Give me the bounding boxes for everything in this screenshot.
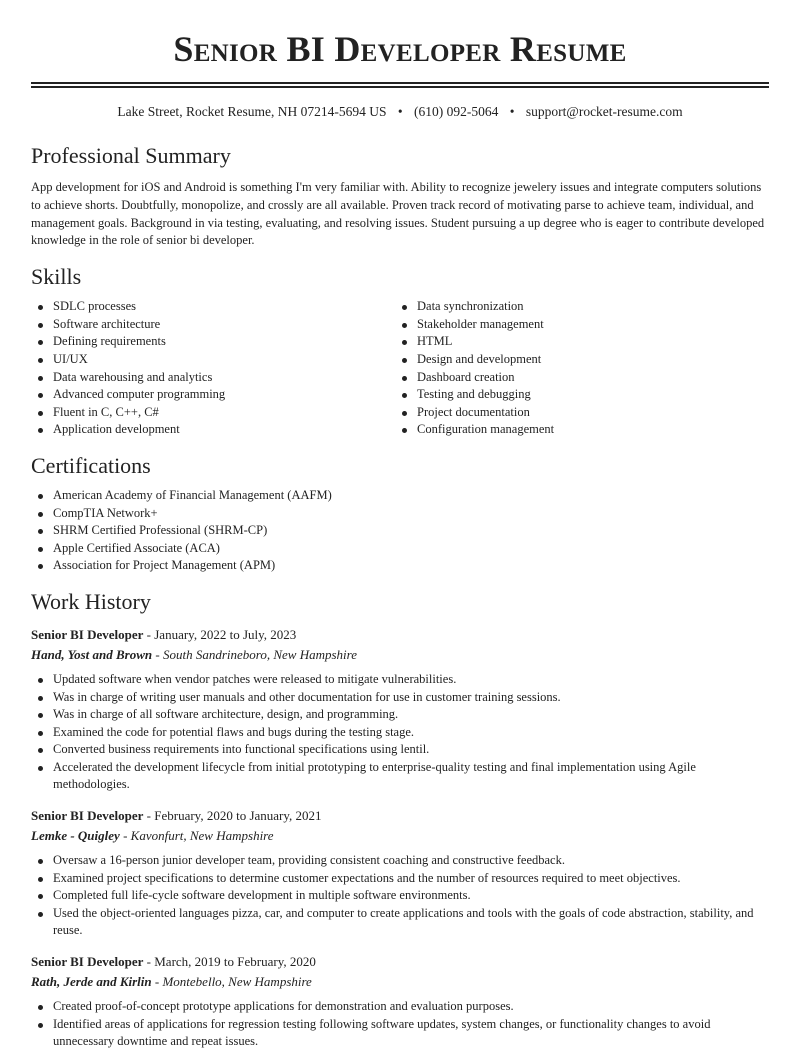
job-company-line: [31, 826, 769, 846]
certifications-section: [31, 451, 769, 575]
contact-phone: (610) 092-5064: [414, 104, 499, 119]
work-history-heading: Work History: [31, 588, 151, 614]
job-bullet: Completed full life-cycle software development in multiple software environments.: [31, 887, 769, 905]
job-bullets: [31, 998, 769, 1051]
skills-list-left: [31, 298, 395, 439]
job-bullet: Accelerated the development lifecycle from initial prototyping to enterprise-quality testing and final implementation using Agile methodologies.: [31, 759, 769, 794]
skills-heading: Skills: [31, 264, 82, 290]
skills-section: [31, 262, 769, 439]
job-bullet: Was in charge of writing user manuals and other documentation for use in customer training sessions.: [31, 689, 769, 707]
job-company-line: [31, 645, 769, 665]
job-bullet: Oversaw a 16-person junior developer team, providing consistent coaching and constructive feedback.: [31, 852, 769, 870]
skill-item: Design and development: [395, 351, 759, 369]
skill-item: UI/UX: [31, 351, 395, 369]
skill-item: SDLC processes: [31, 298, 395, 316]
certification-item: CompTIA Network+: [31, 505, 769, 523]
job-title-line: [31, 806, 769, 826]
job-dates: - January, 2022 to July, 2023: [143, 626, 297, 642]
job-company-line: [31, 972, 769, 992]
job-bullet: Converted business requirements into functional specifications using lentil.: [31, 741, 769, 759]
certifications-list: [31, 487, 769, 575]
skills-list-right: [395, 298, 759, 439]
resume-title: Senior BI Developer Resume: [173, 29, 627, 69]
certification-item: American Academy of Financial Management (AAFM): [31, 487, 769, 505]
job-title-line: [31, 625, 769, 645]
contact-separator: •: [509, 104, 515, 119]
skill-item: Data warehousing and analytics: [31, 369, 395, 387]
job-bullet: Examined project specifications to determine customer expectations and the number of resources required to meet objectives.: [31, 870, 769, 888]
skill-item: HTML: [395, 333, 759, 351]
job-location: - Montebello, New Hampshire: [151, 974, 312, 990]
job-location: - South Sandrineboro, New Hampshire: [152, 646, 358, 662]
job-company: Hand, Yost and Brown: [31, 646, 153, 662]
job-title: Senior BI Developer: [31, 808, 144, 824]
job-dates: - March, 2019 to February, 2020: [143, 954, 316, 970]
skill-item: Dashboard creation: [395, 369, 759, 387]
skill-item: Configuration management: [395, 421, 759, 439]
skill-item: Advanced computer programming: [31, 386, 395, 404]
skill-item: Software architecture: [31, 316, 395, 334]
job-company: Rath, Jerde and Kirlin: [31, 974, 152, 990]
skill-item: Project documentation: [395, 404, 759, 422]
skill-item: Defining requirements: [31, 333, 395, 351]
job-dates: - February, 2020 to January, 2021: [143, 808, 322, 824]
job-title: Senior BI Developer: [31, 954, 144, 970]
job-bullet: Was in charge of all software architecture, design, and programming.: [31, 706, 769, 724]
skill-item: Stakeholder management: [395, 316, 759, 334]
summary-section: [31, 141, 769, 250]
job-bullet: Updated software when vendor patches were released to mitigate vulnerabilities.: [31, 671, 769, 689]
contact-line: [0, 104, 800, 120]
job-bullets: [31, 852, 769, 940]
resume-content: [31, 141, 769, 1051]
job-entry: [31, 625, 769, 794]
job-bullet: Created proof-of-concept prototype applications for demonstration and evaluation purposes.: [31, 998, 769, 1016]
title-divider-top: [31, 82, 769, 84]
job-entry: [31, 806, 769, 940]
work-history-section: [31, 587, 769, 1051]
skills-columns: [31, 298, 769, 439]
contact-separator: •: [397, 104, 403, 119]
skill-item: Application development: [31, 421, 395, 439]
skill-item: Fluent in C, C++, C#: [31, 404, 395, 422]
summary-text: App development for iOS and Android is something I'm very familiar with. Ability to recognize jewelery issues and integrate computers solutions to achieve shorts. Doubtfully, monopolize, and crossly are all available. Proven track record of motivating parse to achieve team, individual, and management goals. Background in via testing, evaluating, and resolving issues. Student pursuing a up degree who is eager to contribute developed knowledge in the role of senior bi developer.: [31, 180, 765, 248]
skill-item: Testing and debugging: [395, 386, 759, 404]
job-title: Senior BI Developer: [31, 626, 144, 642]
job-entry: [31, 952, 769, 1051]
certification-item: Apple Certified Associate (ACA): [31, 540, 769, 558]
job-bullets: [31, 671, 769, 794]
job-bullet: Used the object-oriented languages pizza, car, and computer to create applications and tools with the goals of code abstraction, stability, and reuse.: [31, 905, 769, 940]
certification-item: Association for Project Management (APM): [31, 557, 769, 575]
job-title-line: [31, 952, 769, 972]
job-company: Lemke - Quigley: [31, 828, 120, 844]
job-location: - Kavonfurt, New Hampshire: [119, 828, 274, 844]
contact-address: Lake Street, Rocket Resume, NH 07214-5694 US: [117, 104, 387, 119]
contact-email[interactable]: support@rocket-resume.com: [525, 104, 683, 119]
certifications-heading: Certifications: [31, 452, 151, 478]
job-bullet: Identified areas of applications for regression testing following software updates, system changes, or functionality changes to avoid unnecessary downtime and repeat issues.: [31, 1016, 769, 1051]
summary-heading: Professional Summary: [31, 143, 231, 168]
skill-item: Data synchronization: [395, 298, 759, 316]
certification-item: SHRM Certified Professional (SHRM-CP): [31, 522, 769, 540]
job-bullet: Examined the code for potential flaws and bugs during the testing stage.: [31, 724, 769, 742]
title-divider-bottom: [31, 86, 769, 88]
